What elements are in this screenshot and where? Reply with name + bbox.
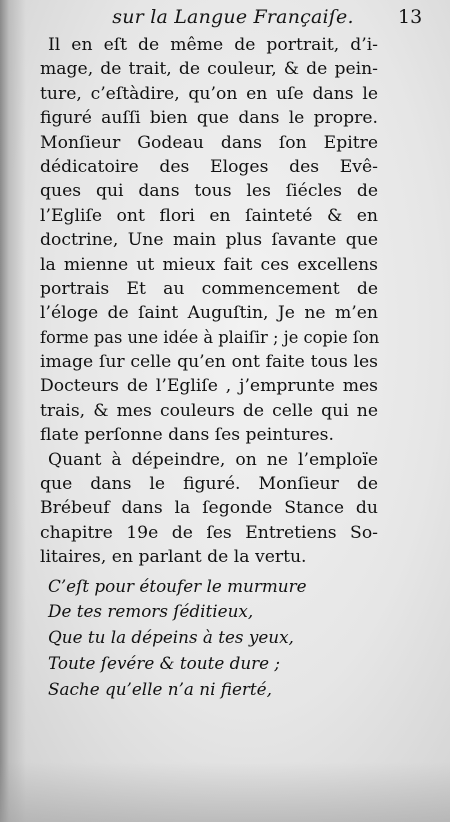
spine-shadow	[0, 0, 26, 822]
text-line: Docteurs de l’Egliſe , j’emprunte mes	[40, 376, 378, 397]
verse-line: C’eſt pour étoufer le murmure	[48, 575, 307, 596]
text-line: l’éloge de ſaint Auguſtin, Je ne m’en	[40, 303, 378, 324]
text-line: la mienne ut mieux fait ces excellens	[40, 254, 378, 275]
verse-block	[40, 574, 378, 703]
text-line: doctrine, Une main plus ſavante que	[40, 230, 378, 251]
text-line: Brébeuf dans la ſegonde Stance du	[40, 498, 378, 519]
text-line: que dans le figuré. Monſieur de	[40, 474, 378, 495]
verse-line: Toute ſevére & toute dure ;	[48, 652, 281, 673]
text-line: mage, de trait, de couleur, & de pein-	[40, 59, 378, 80]
text-line: figuré auſſi bien que dans le propre.	[40, 108, 378, 129]
text-line: flate perſonne dans ſes peintures.	[40, 425, 334, 446]
page-number: 13	[398, 6, 423, 28]
verse-line: Que tu la dépeins à tes yeux,	[48, 627, 294, 648]
running-head: sur la Langue Françaiſe.	[112, 6, 354, 28]
page-bottom-shadow	[0, 762, 450, 822]
text-line: ques qui dans tous les ſiécles de	[40, 181, 378, 202]
verse-line: De tes remors ſéditieux,	[48, 601, 254, 622]
text-line: ture, c’eſtàdire, qu’on en uſe dans le	[40, 83, 378, 104]
text-line: trais, & mes couleurs de celle qui ne	[40, 400, 378, 421]
text-line: litaires, en parlant de la vertu.	[40, 547, 307, 568]
page-header	[0, 6, 450, 36]
text-line: Quant à dépeindre, on ne l’emploïe	[48, 449, 378, 470]
text-line: Monſieur Godeau dans ſon Epitre	[40, 132, 378, 153]
text-line: portrais Et au commencement de	[40, 278, 378, 299]
text-line: dédicatoire des Eloges des Evê-	[40, 156, 378, 177]
text-line: forme pas une idée à plaiſir ; je copie ſon	[40, 327, 380, 347]
text-line: Il en eſt de même de portrait, d’i-	[48, 35, 378, 55]
body-text	[40, 33, 378, 703]
verse-line: Sache qu’elle n’a ni fierté,	[48, 678, 272, 699]
text-line: chapitre 19e de ſes Entretiens So-	[40, 522, 378, 543]
text-line: image ſur celle qu’en ont faite tous les	[40, 352, 378, 373]
text-line: l’Egliſe ont flori en ſainteté & en	[40, 205, 378, 226]
